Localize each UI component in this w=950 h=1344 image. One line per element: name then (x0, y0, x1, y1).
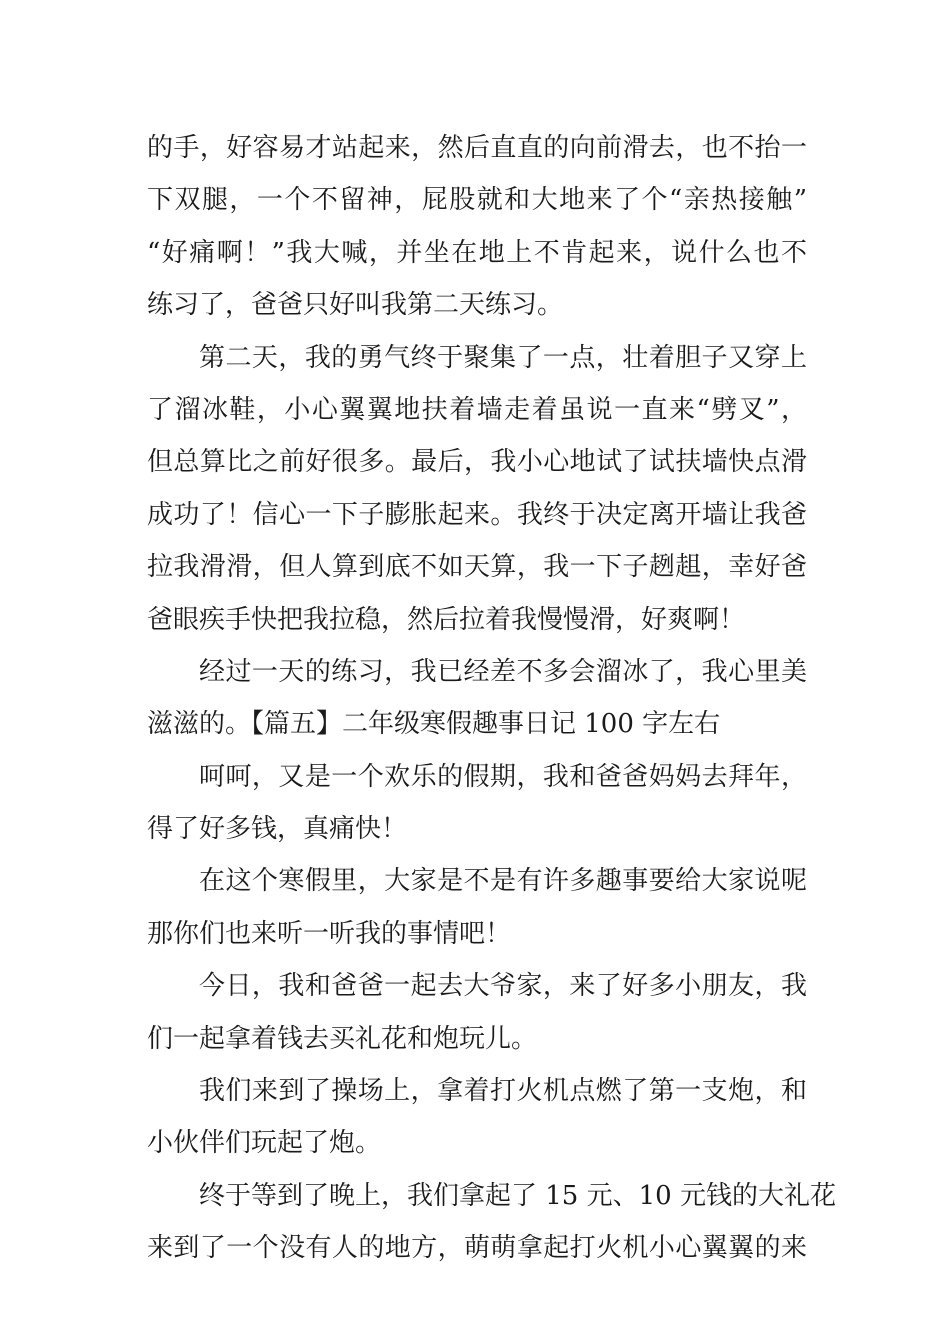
text-line-12: 滋滋的。【篇五】二年级寒假趣事日记 100 字左右 (147, 709, 721, 740)
document-body (147, 122, 836, 1275)
text-line-7: 但总算比之前好很多。最后，我小心地试了试扶墙快点滑 (147, 447, 807, 478)
text-line-13: 呵呵，又是一个欢乐的假期，我和爸爸妈妈去拜年， (199, 761, 807, 792)
text-line-1: 的手，好容易才站起来，然后直直的向前滑去，也不抬一 (147, 133, 807, 163)
text-line-18: 们一起拿着钱去买礼花和炮玩儿。 (147, 1023, 538, 1054)
text-line-8: 成功了！信心一下子膨胀起来。我终于决定离开墙让我爸 (147, 499, 807, 530)
text-line-15: 在这个寒假里，大家是不是有许多趣事要给大家说呢 (199, 866, 807, 897)
text-line-20: 小伙伴们玩起了炮。 (147, 1128, 382, 1159)
text-line-6: 了溜冰鞋，小心翼翼地扶着墙走着虽说一直来“劈叉”， (147, 394, 807, 425)
text-line-2: 下双腿，一个不留神，屁股就和大地来了个“亲热接触” (147, 185, 807, 216)
text-line-21: 终于等到了晚上，我们拿起了 15 元、10 元钱的大礼花 (199, 1180, 836, 1211)
text-line-10: 爸眼疾手快把我拉稳，然后拉着我慢慢滑，好爽啊！ (147, 604, 746, 635)
text-line-16: 那你们也来听一听我的事情吧！ (147, 918, 512, 949)
text-line-9: 拉我滑滑，但人算到底不如天算，我一下子趔趄，幸好爸 (147, 552, 807, 583)
text-line-19: 我们来到了操场上，拿着打火机点燃了第一支炮，和 (199, 1076, 807, 1107)
text-line-14: 得了好多钱，真痛快！ (147, 814, 408, 845)
text-line-4: 练习了，爸爸只好叫我第二天练习。 (147, 290, 564, 321)
text-line-5: 第二天，我的勇气终于聚集了一点，壮着胆子又穿上 (199, 342, 807, 373)
text-line-17: 今日，我和爸爸一起去大爷家，来了好多小朋友，我 (199, 971, 807, 1002)
text-line-22: 来到了一个没有人的地方，萌萌拿起打火机小心翼翼的来 (147, 1233, 807, 1264)
text-line-11: 经过一天的练习，我已经差不多会溜冰了，我心里美 (199, 656, 807, 687)
text-line-3: “好痛啊！”我大喊，并坐在地上不肯起来，说什么也不 (147, 237, 807, 268)
